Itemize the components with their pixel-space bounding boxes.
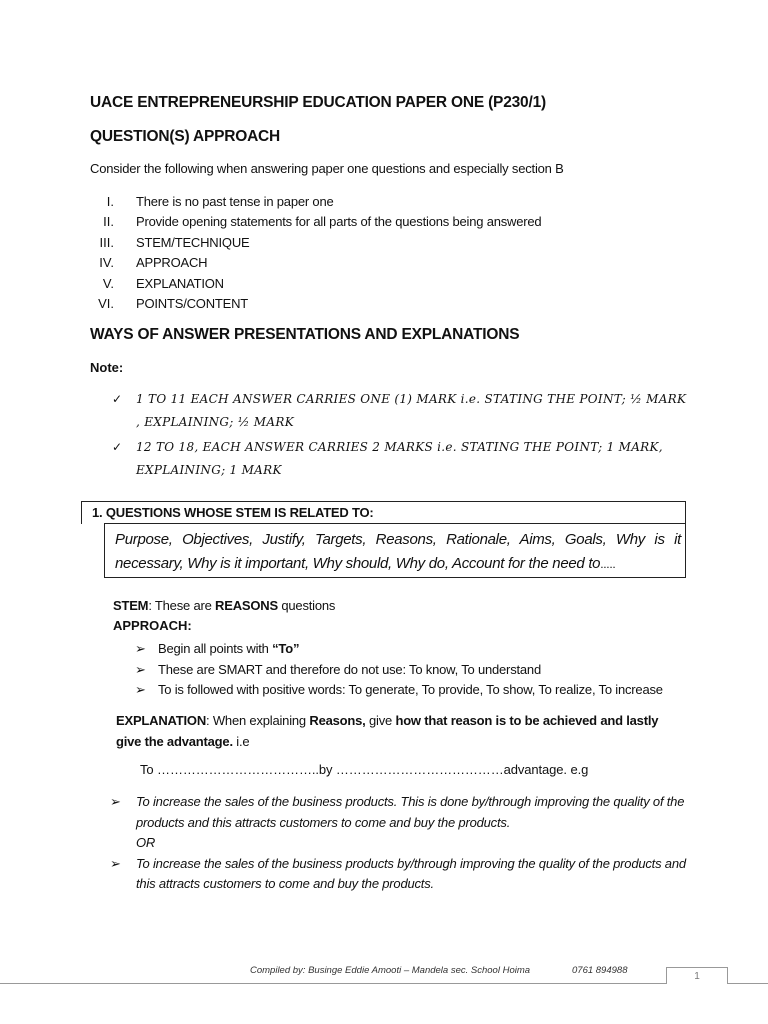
list-number: I. <box>106 194 114 209</box>
list-text: STEM/TECHNIQUE <box>136 234 250 250</box>
arrow-bullet-icon: ➢ <box>110 794 121 809</box>
note-item <box>112 436 692 482</box>
intro-paragraph: Consider the following when answering paper one questions and especially section B <box>90 161 564 176</box>
explanation-bold-a: Reasons, <box>309 713 366 728</box>
approach-text <box>158 639 299 660</box>
arrow-bullet-icon: ➢ <box>135 641 146 656</box>
arrow-bullet-icon: ➢ <box>135 661 146 677</box>
approach-text-a: These are SMART and therefore do not use: To know, To understand <box>158 661 541 677</box>
list-number: III. <box>99 234 114 250</box>
stems-suffix: ..... <box>600 557 616 571</box>
template-line: To ………………………………..by …………………………………advantage. e.g <box>140 762 589 777</box>
example-item <box>110 792 690 854</box>
approach-text-a: To is followed with positive words: To generate, To provide, To show, To realize, To increase <box>158 682 663 697</box>
document-subtitle: QUESTION(S) APPROACH <box>90 128 281 145</box>
stem-label: STEM <box>113 598 149 613</box>
stem-line <box>113 598 335 613</box>
stem-text-b: questions <box>277 598 336 613</box>
or-label: OR <box>136 835 156 850</box>
approach-text <box>158 660 541 681</box>
list-text: EXPLANATION <box>136 275 224 291</box>
explanation-label: EXPLANATION <box>116 713 207 728</box>
page-number: 1 <box>694 971 700 982</box>
stem-text-a: : These are <box>148 598 216 613</box>
list-number: II. <box>103 214 114 230</box>
list-text: APPROACH <box>136 255 208 271</box>
approach-label: APPROACH: <box>113 618 192 633</box>
approach-bold: “To” <box>272 641 300 656</box>
document-title: UACE ENTREPRENEURSHIP EDUCATION PAPER ONE (P230/1) <box>90 94 546 111</box>
approach-text-a: Begin all points with <box>158 641 273 656</box>
question-box-header <box>81 501 686 524</box>
explanation-bold-b: how that reason is to be achieved and lastly give the advantage. <box>116 713 659 749</box>
checkmark-icon: ✓ <box>112 392 123 406</box>
list-number: V. <box>102 275 114 291</box>
note-text: 1 TO 11 EACH ANSWER CARRIES ONE (1) MARK i.e. STATING THE POINT; ½ MARK , EXPLAINING; ½ MARK <box>136 392 687 429</box>
footer-compiled: Compiled by: Businge Eddie Amooti – Mandela sec. School Hoima <box>250 965 531 976</box>
explanation-text-b: give <box>365 713 396 728</box>
examples-list <box>110 792 690 895</box>
list-text: POINTS/CONTENT <box>136 295 249 311</box>
question-stems <box>115 528 681 576</box>
note-label: Note: <box>90 360 124 375</box>
question-box-body <box>104 523 686 578</box>
note-text: 12 TO 18, EACH ANSWER CARRIES 2 MARKS i.e. STATING THE POINT; 1 MARK, EXPLAINING; 1 MARK <box>136 440 663 477</box>
arrow-bullet-icon: ➢ <box>135 682 146 697</box>
stems-text: Purpose, Objectives, Justify, Targets, Reasons, Rationale, Aims, Goals, Why is it necessary, Why is it important, Why should, Why do, Account for the need to <box>115 531 681 572</box>
list-number: IV. <box>99 255 114 271</box>
stem-bold: REASONS <box>215 598 278 613</box>
list-text: Provide opening statements for all parts of the questions being answered <box>136 214 542 230</box>
list-number: VI. <box>98 295 114 311</box>
example-item <box>110 854 690 895</box>
question-box-label: 1. QUESTIONS WHOSE STEM IS RELATED TO: <box>92 505 374 520</box>
approach-text <box>158 680 663 701</box>
example-text: To increase the sales of the business products by/through improving the quality of the products and this attracts customers to come and buy the products. <box>136 855 686 891</box>
note-item <box>112 388 692 434</box>
section-heading: WAYS OF ANSWER PRESENTATIONS AND EXPLANATIONS <box>90 326 520 343</box>
footer-phone: 0761 894988 <box>572 965 628 976</box>
arrow-bullet-icon: ➢ <box>110 855 121 871</box>
explanation-text-c: i.e <box>232 734 250 749</box>
explanation-text-a: : When explaining <box>206 713 310 728</box>
explanation-paragraph <box>116 710 686 752</box>
page-number-box <box>666 967 728 984</box>
notes-list <box>112 388 692 484</box>
footer-divider <box>0 983 768 984</box>
example-text: To increase the sales of the business products. This is done by/through improving the quality of the products and this attracts customers to come and buy the products. <box>136 794 685 830</box>
checkmark-icon: ✓ <box>112 440 123 454</box>
list-text: There is no past tense in paper one <box>136 194 334 209</box>
